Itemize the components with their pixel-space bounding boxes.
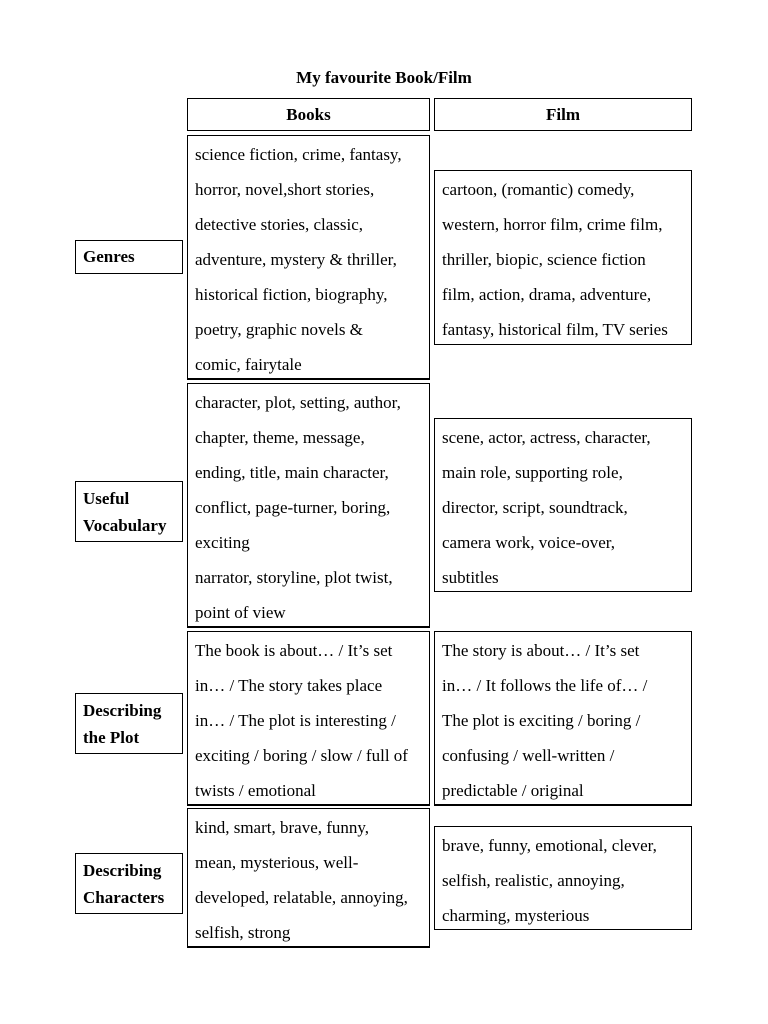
cell-line: selfish, strong [195,923,291,942]
cell-line: horror, novel,short stories, [195,180,375,199]
row-label-plot [75,693,183,754]
cell-line: brave, funny, emotional, clever, [442,836,657,855]
cell-line: mean, mysterious, well- [195,853,359,872]
cell-line: narrator, storyline, plot twist, [195,568,393,587]
cell-line: kind, smart, brave, funny, [195,818,370,837]
cell-line: director, script, soundtrack, [442,498,628,517]
row-label-line: Describing [83,861,162,880]
cell-line: chapter, theme, message, [195,428,365,447]
books-genres-cell [187,135,430,380]
row-label-line: Useful [83,489,130,508]
cell-line: fantasy, historical film, TV series [442,320,668,339]
cell-line: The book is about… / It’s set [195,641,393,660]
cell-line: poetry, graphic novels & [195,320,363,339]
film-column-header [434,98,692,131]
cell-line: The plot is exciting / boring / [442,711,641,730]
film-vocabulary-cell [434,418,692,592]
cell-line: subtitles [442,568,499,587]
row-label-line: Describing [83,701,162,720]
cell-line: point of view [195,603,286,622]
row-label-vocabulary [75,481,183,542]
cell-line: exciting [195,533,250,552]
cell-line: detective stories, classic, [195,215,364,234]
cell-line: The story is about… / It’s set [442,641,640,660]
cell-line: cartoon, (romantic) comedy, [442,180,635,199]
cell-line: confusing / well-written / [442,746,615,765]
page-title: My favourite Book/Film [296,68,472,87]
cell-line: comic, fairytale [195,355,302,374]
cell-line: in… / The story takes place [195,676,383,695]
cell-line: exciting / boring / slow / full of [195,746,408,765]
cell-line: ending, title, main character, [195,463,389,482]
cell-line: scene, actor, actress, character, [442,428,651,447]
cell-line: twists / emotional [195,781,316,800]
cell-line: film, action, drama, adventure, [442,285,652,304]
cell-line: adventure, mystery & thriller, [195,250,397,269]
cell-line: science fiction, crime, fantasy, [195,145,402,164]
cell-line: historical fiction, biography, [195,285,388,304]
cell-line: predictable / original [442,781,584,800]
film-genres-cell [434,170,692,345]
film-plot-cell [434,631,692,806]
books-plot-cell [187,631,430,806]
cell-line: in… / It follows the life of… / [442,676,648,695]
cell-line: charming, mysterious [442,906,590,925]
books-characters-cell [187,808,430,948]
cell-line: camera work, voice-over, [442,533,616,552]
film-characters-cell [434,826,692,930]
cell-line: conflict, page-turner, boring, [195,498,391,517]
cell-line: in… / The plot is interesting / [195,711,396,730]
row-label-characters [75,853,183,914]
row-label-line: Characters [83,888,165,907]
row-label-genres [75,240,183,274]
cell-line: developed, relatable, annoying, [195,888,408,907]
books-header-label: Books [286,105,331,124]
row-label-line: Vocabulary [83,516,167,535]
row-label-line: Genres [83,247,135,266]
row-label-line: the Plot [83,728,140,747]
cell-line: thriller, biopic, science fiction [442,250,646,269]
cell-line: selfish, realistic, annoying, [442,871,625,890]
books-vocabulary-cell [187,383,430,628]
books-column-header [187,98,430,131]
cell-line: character, plot, setting, author, [195,393,401,412]
cell-line: western, horror film, crime film, [442,215,663,234]
film-header-label: Film [546,105,580,124]
cell-line: main role, supporting role, [442,463,623,482]
